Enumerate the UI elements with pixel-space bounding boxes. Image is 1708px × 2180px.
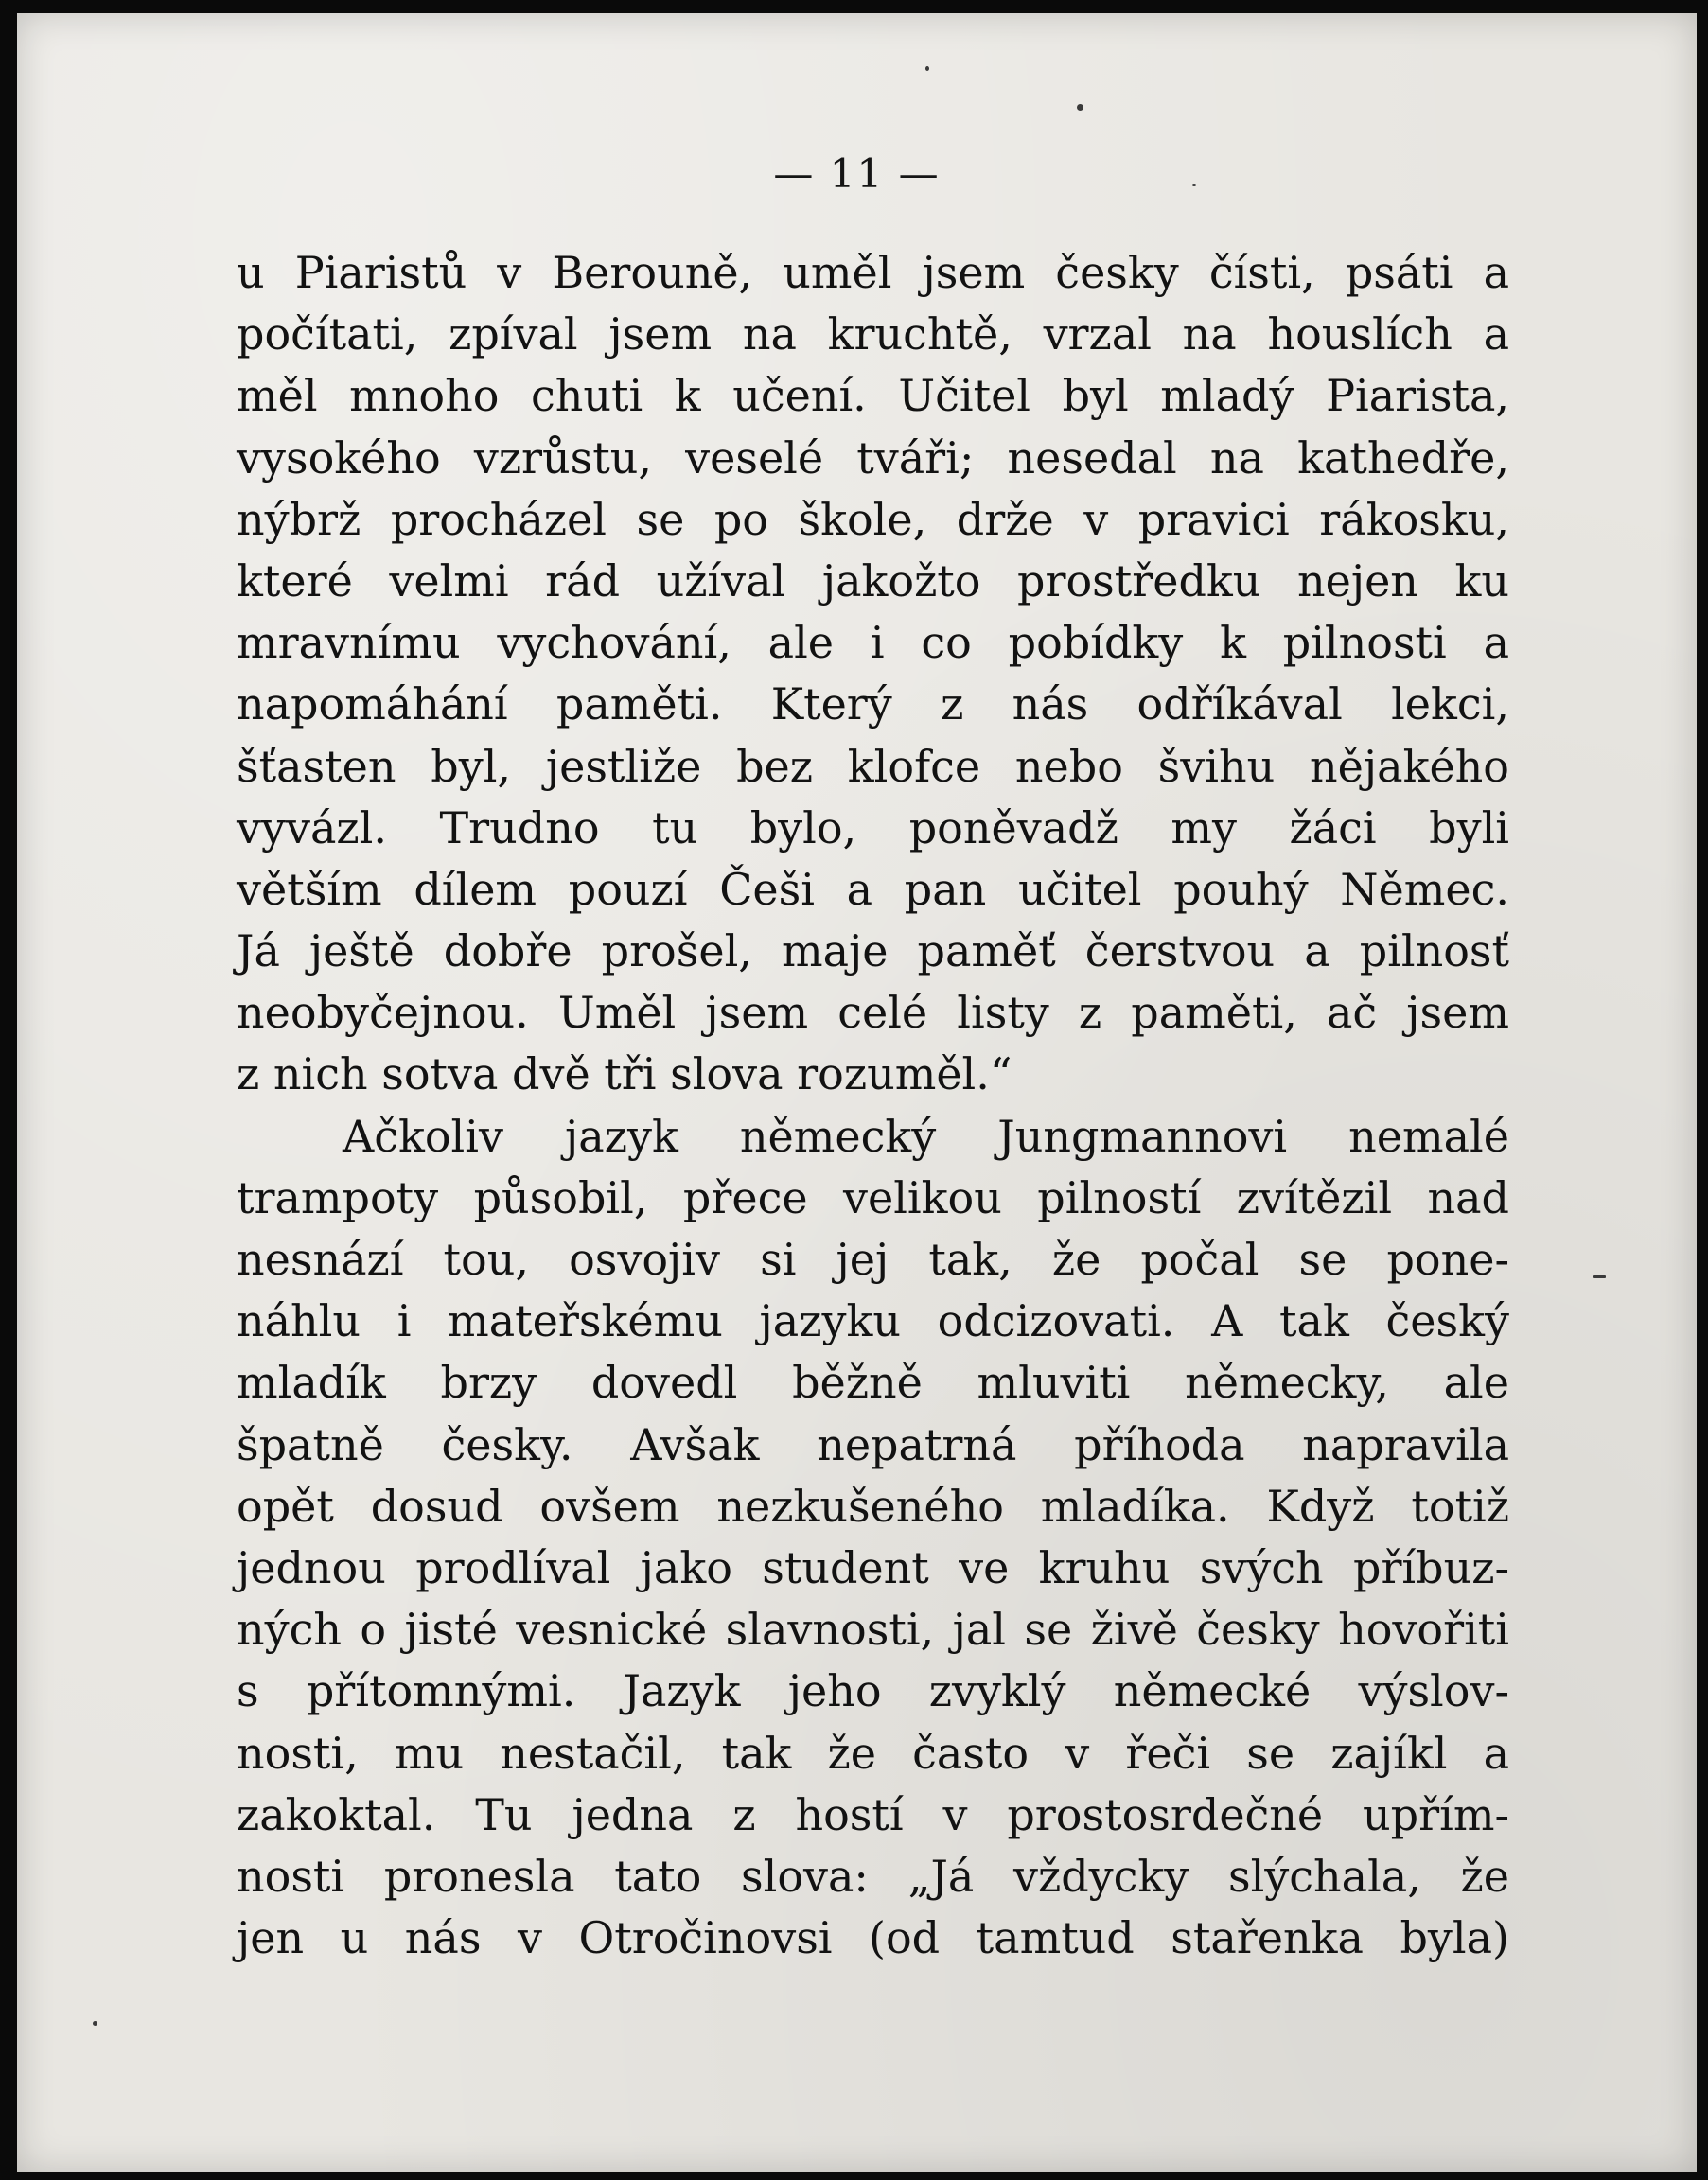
text-line: nosti pronesla tato slova: „Já vždycky slýchala, že xyxy=(237,1850,1509,1902)
text-line: měl mnoho chuti k učení. Učitel byl mladý Piarista, xyxy=(237,370,1509,422)
page-number: — 11 — xyxy=(773,150,941,197)
text-line: které velmi rád užíval jakožto prostředku nejen ku xyxy=(237,554,1509,607)
text-line: ných o jisté vesnické slavnosti, jal se živě česky hovořiti xyxy=(237,1604,1509,1656)
text-line: opět dosud ovšem nezkušeného mladíka. Když totiž xyxy=(237,1480,1509,1532)
text-line: Já ještě dobře prošel, maje paměť čerstvou a pilnosť xyxy=(237,925,1509,977)
text-line: nesnází tou, osvojiv si jej tak, že počal se pone- xyxy=(237,1234,1509,1285)
text-line: šťasten byl, jestliže bez klofce nebo švihu nějakého xyxy=(237,740,1509,792)
text-line: neobyčejnou. Uměl jsem celé listy z paměti, ač jsem xyxy=(237,987,1509,1039)
text-line: Ačkoliv jazyk německý Jungmannovi nemalé xyxy=(343,1110,1509,1162)
ink-speck xyxy=(93,2021,97,2026)
text-line: napomáhání paměti. Který z nás odříkával lekci, xyxy=(237,678,1509,730)
text-line: zakoktal. Tu jedna z hostí v prostosrdečné upřím- xyxy=(237,1788,1509,1840)
text-line: počítati, zpíval jsem na kruchtě, vrzal na houslích a xyxy=(237,308,1509,360)
ink-speck xyxy=(1593,1275,1606,1278)
text-line: špatně česky. Avšak nepatrná příhoda napravila xyxy=(237,1418,1509,1470)
text-line: náhlu i mateřskému jazyku odcizovati. A tak český xyxy=(237,1295,1509,1347)
book-page xyxy=(17,13,1697,2172)
text-line: mravnímu vychování, ale i co pobídky k pilnosti a xyxy=(237,617,1509,669)
ink-speck xyxy=(925,66,929,71)
text-line: s přítomnými. Jazyk jeho zvyklý německé výslov- xyxy=(237,1665,1509,1717)
text-line: z nich sotva dvě tři slova rozuměl.“ xyxy=(237,1048,1012,1100)
text-line: trampoty působil, přece velikou pilností zvítězil nad xyxy=(237,1171,1509,1223)
text-line: jen u nás v Otročinovsi (od tamtud stařenka byla) xyxy=(237,1912,1509,1964)
text-line: u Piaristů v Berouně, uměl jsem česky čísti, psáti a xyxy=(237,247,1509,298)
text-line: větším dílem pouzí Češi a pan učitel pouhý Němec. xyxy=(237,863,1509,915)
text-line: nýbrž procházel se po škole, drže v pravici rákosku, xyxy=(237,493,1509,545)
text-line: nosti, mu nestačil, tak že často v řeči se zajíkl a xyxy=(237,1727,1509,1779)
ink-speck xyxy=(1192,184,1196,186)
text-line: vysokého vzrůstu, veselé tváři; nesedal na kathedře, xyxy=(237,431,1509,483)
text-line: jednou prodlíval jako student ve kruhu svých příbuz- xyxy=(237,1541,1509,1593)
body-text xyxy=(237,242,1509,1969)
ink-speck xyxy=(1077,104,1083,111)
text-line: mladík brzy dovedl běžně mluviti německy, ale xyxy=(237,1357,1509,1409)
text-line: vyvázl. Trudno tu bylo, poněvadž my žáci byli xyxy=(237,801,1509,853)
